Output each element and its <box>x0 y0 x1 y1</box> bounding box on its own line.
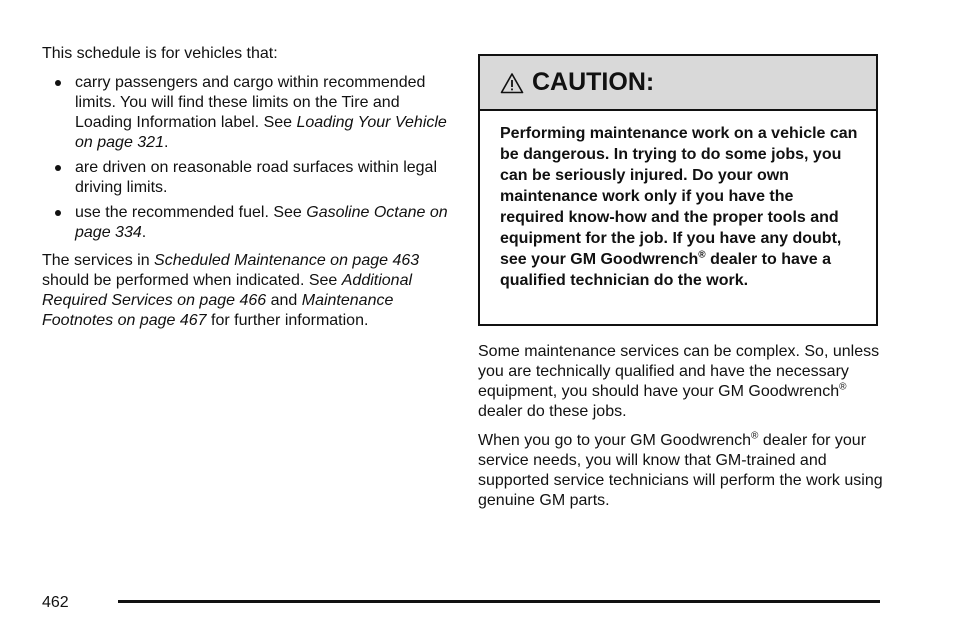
services-text: The services in <box>42 252 155 269</box>
list-item <box>42 158 452 198</box>
cross-reference: Gasoline Octane on page 334 <box>75 204 448 241</box>
list-item-text: carry passengers and cargo within recommended limits. You will find these limits on the Tire and Loading Information label. See <box>75 74 426 131</box>
services-text: for further information. <box>206 312 369 329</box>
right-column <box>478 342 888 520</box>
left-column <box>42 44 452 340</box>
paragraph-text: dealer for your service needs, you will know that GM-trained and supported service technicians will perform the work using genuine GM parts. <box>478 432 883 509</box>
list-item-tail: . <box>141 224 147 241</box>
vehicle-conditions-list <box>42 73 452 243</box>
cross-reference: Loading Your Vehicle on page 321 <box>75 114 447 151</box>
bullet-icon <box>55 210 61 216</box>
bullet-icon <box>55 165 61 171</box>
bullet-icon <box>55 80 61 86</box>
services-paragraph <box>42 251 452 331</box>
list-item-text: are driven on reasonable road surfaces within legal driving limits. <box>75 159 437 196</box>
list-item-tail: . <box>163 134 169 151</box>
cross-reference: Scheduled Maintenance on page 463 <box>154 252 420 269</box>
paragraph-text: dealer do these jobs. <box>478 403 627 420</box>
paragraph-text: When you go to your GM Goodwrench <box>478 432 752 449</box>
list-item <box>42 73 452 153</box>
services-text: and <box>266 292 302 309</box>
list-item-text: use the recommended fuel. See <box>75 204 307 221</box>
warning-triangle-icon <box>500 72 524 94</box>
page-number: 462 <box>42 594 69 611</box>
paragraph-text: Some maintenance services can be complex. So, unless you are technically qualified and have the necessary equipment, you should have your GM Goodwrench <box>478 343 880 400</box>
registered-mark: ® <box>698 249 706 261</box>
dealer-paragraph <box>478 431 888 511</box>
caution-text-part: dealer to have a qualified technician do the work. <box>500 251 832 289</box>
footer-divider <box>118 600 880 603</box>
list-item <box>42 203 452 243</box>
cross-reference: Maintenance Footnotes on page 467 <box>42 292 394 329</box>
registered-mark: ® <box>751 430 759 442</box>
caution-box <box>478 54 878 326</box>
cross-reference: Additional Required Services on page 466 <box>42 272 413 309</box>
caution-title: CAUTION: <box>532 68 655 96</box>
caution-header <box>480 56 876 111</box>
complex-services-paragraph <box>478 342 888 422</box>
caution-text-part: Performing maintenance work on a vehicle can be dangerous. In trying to do some jobs, you can be seriously injured. Do your own maintenance work only if you have the required know-how and the proper tools and equipment for the job. If you have any doubt, see your GM Goodwrench <box>500 125 858 268</box>
caution-text <box>480 111 876 291</box>
intro-text: This schedule is for vehicles that: <box>42 45 278 62</box>
services-text: should be performed when indicated. See <box>42 272 342 289</box>
registered-mark: ® <box>839 381 847 393</box>
